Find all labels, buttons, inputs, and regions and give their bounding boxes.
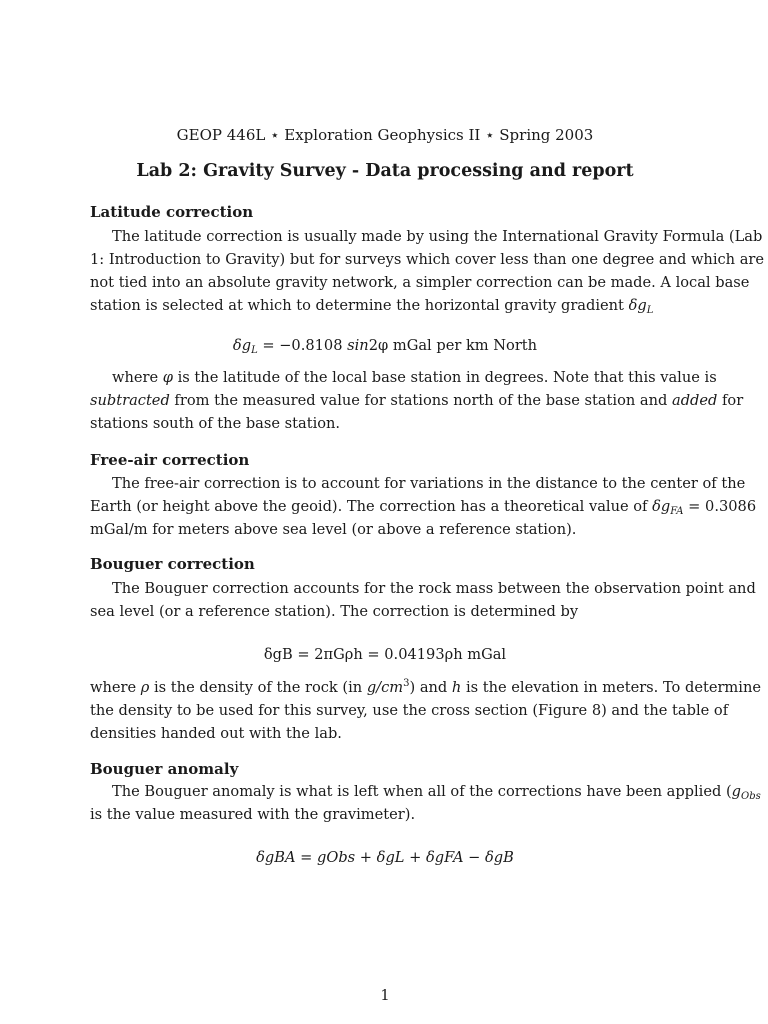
text-line: where φ is the latitude of the local base station in degrees. Note that this value is [112, 369, 717, 386]
text-line: subtracted from the measured value for stations north of the base station and added for [90, 392, 744, 409]
text-line: the density to be used for this survey, use the cross section (Figure 8) and the table of [90, 702, 729, 719]
equation-bouguer: δgB = 2πGρh = 0.04193ρh mGal [263, 646, 507, 663]
text-line: Earth (or height above the geoid). The correction has a theoretical value of $\delta g_{FA} = 0.3086$ [90, 498, 757, 517]
paragraph-latitude-note [90, 366, 744, 435]
page-title: Lab 2: Gravity Survey - Data processing and report [136, 161, 634, 181]
paragraph-latitude [90, 225, 765, 317]
section-heading-bouguer: Bouguer correction [90, 555, 255, 573]
text-line: where ρ is the density of the rock (in $g/cm^3$) and h is the elevation in meters. To determine [90, 678, 761, 696]
text-line: densities handed out with the lab. [90, 725, 342, 742]
paragraph-anomaly [90, 780, 761, 826]
section-heading-free-air: Free-air correction [90, 451, 250, 469]
paragraph-bouguer-note [90, 676, 761, 745]
section-heading-latitude: Latitude correction [90, 203, 254, 221]
text-line: The latitude correction is usually made by using the International Gravity Formula (Lab [112, 228, 763, 245]
text-line: station is selected at which to determine the horizontal gravity gradient $\delta g_L$ [90, 297, 654, 316]
text-line: The Bouguer anomaly is what is left when all of the corrections have been applied ($g_{Obs}$ [112, 783, 761, 802]
text-line: not tied into an absolute gravity network, a simpler correction can be made. A local base [90, 274, 750, 291]
text-line: is the value measured with the gravimeter). [90, 806, 416, 823]
text-line: The free-air correction is to account for variations in the distance to the center of the [112, 475, 746, 492]
text-line: sea level (or a reference station). The correction is determined by [90, 603, 579, 620]
section-heading-anomaly: Bouguer anomaly [90, 760, 239, 778]
page-number: 1 [380, 987, 390, 1004]
document-page [90, 0, 765, 1024]
text-line: The Bouguer correction accounts for the rock mass between the observation point and [112, 580, 756, 597]
text-line: stations south of the base station. [90, 415, 341, 432]
paragraph-free-air [90, 472, 757, 541]
text-line: 1: Introduction to Gravity) but for surveys which cover less than one degree and which are [90, 251, 765, 268]
text-line: mGal/m for meters above sea level (or above a reference station). [90, 521, 577, 538]
equation-anomaly: δgBA = gObs + δgL + δgFA − δgB [256, 849, 514, 866]
course-header: GEOP 446L ⋆ Exploration Geophysics II ⋆ Spring 2003 [176, 126, 594, 144]
paragraph-bouguer [90, 577, 756, 623]
equation-latitude: $\delta g_L = -0.8108$ sin2φ mGal per km North [232, 337, 538, 356]
